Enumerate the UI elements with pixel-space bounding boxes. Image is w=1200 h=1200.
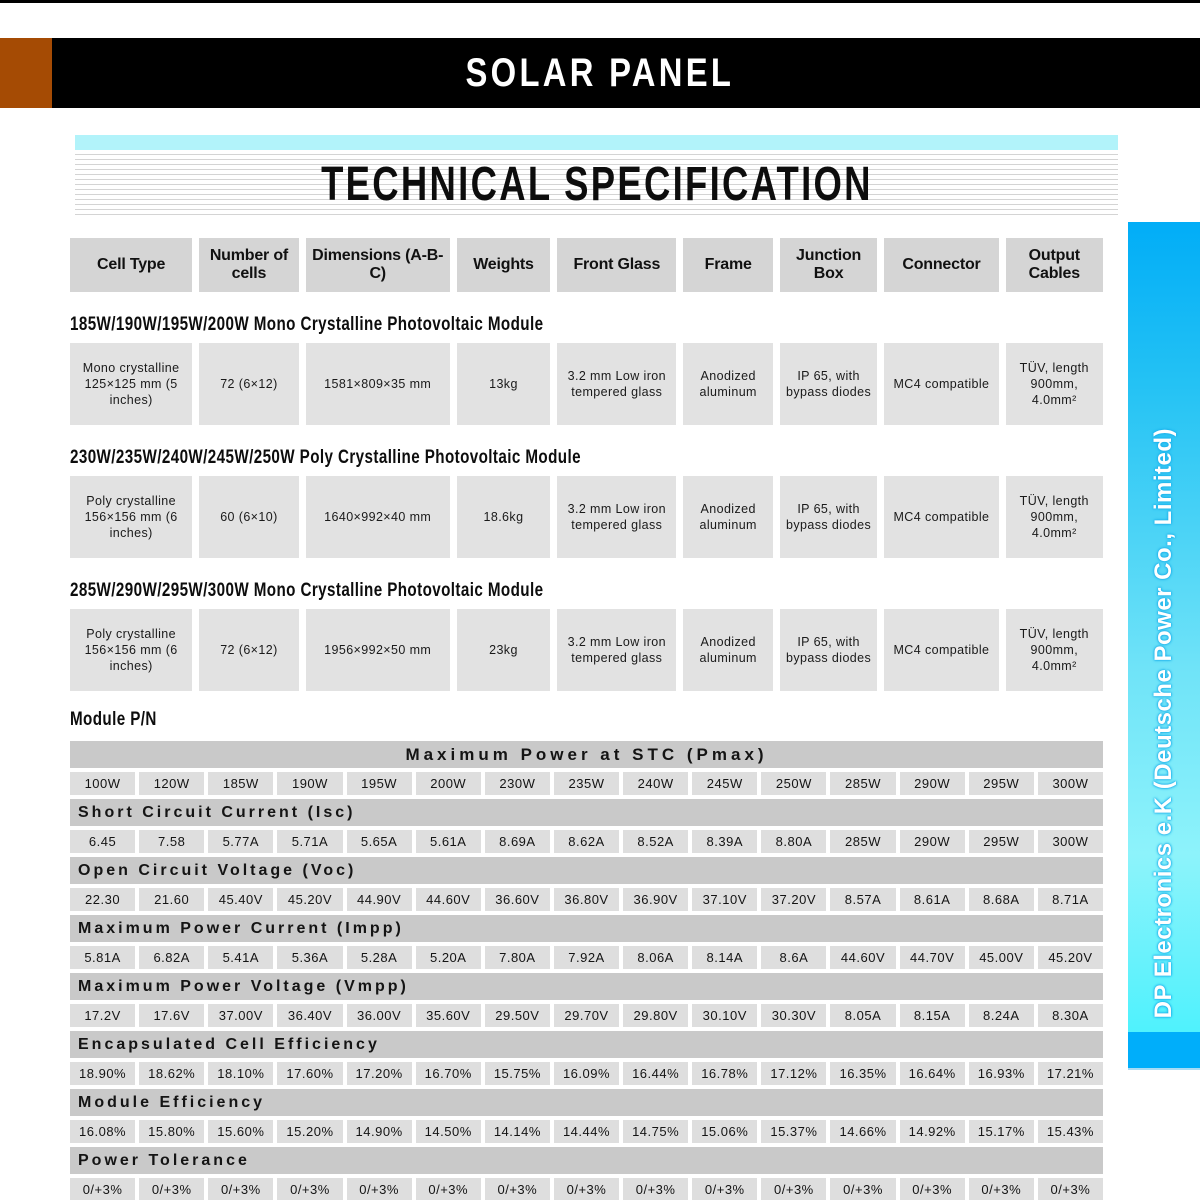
- param-banner: [70, 1031, 1103, 1058]
- spec-section-row: [70, 343, 1103, 425]
- spec-cell: 72 (6×12): [199, 343, 298, 425]
- param-value-cell: 45.20V: [277, 888, 342, 911]
- param-value-cell: 0/+3%: [277, 1178, 342, 1200]
- param-value-cell: 290W: [900, 772, 965, 795]
- param-value-cell: 21.60: [139, 888, 204, 911]
- param-value-cell: 36.60V: [485, 888, 550, 911]
- param-value-cell: 7.58: [139, 830, 204, 853]
- param-value-cell: 195W: [347, 772, 412, 795]
- param-value-cell: 14.44%: [554, 1120, 619, 1143]
- param-value-cell: 44.60V: [830, 946, 895, 969]
- param-value-cell: 15.20%: [277, 1120, 342, 1143]
- spec-cell: Anodized aluminum: [683, 609, 772, 691]
- spec-cell: TÜV, length 900mm, 4.0mm²: [1006, 343, 1103, 425]
- param-value-cell: 295W: [969, 772, 1034, 795]
- param-value-cell: 36.90V: [623, 888, 688, 911]
- spec-header-row: [70, 238, 1103, 292]
- param-value-cell: 5.41A: [208, 946, 273, 969]
- param-banner: [70, 741, 1103, 768]
- param-value-row: [70, 1004, 1103, 1027]
- param-value-cell: 17.2V: [70, 1004, 135, 1027]
- param-value-cell: 35.60V: [416, 1004, 481, 1027]
- param-value-cell: 5.20A: [416, 946, 481, 969]
- param-value-cell: 5.65A: [347, 830, 412, 853]
- param-value-cell: 8.06A: [623, 946, 688, 969]
- param-banner-label: Maximum Power Current (Impp): [78, 919, 404, 937]
- spec-header-cell: Connector: [884, 238, 998, 292]
- param-value-cell: 15.43%: [1038, 1120, 1103, 1143]
- page-title: SOLAR PANEL: [465, 50, 735, 95]
- spec-section-row: [70, 476, 1103, 558]
- brand-sidebar: [1128, 222, 1200, 1032]
- param-value-cell: 8.14A: [692, 946, 757, 969]
- param-value-cell: 0/+3%: [900, 1178, 965, 1200]
- param-banner-label: Open Circuit Voltage (Voc): [78, 861, 357, 879]
- param-value-cell: 7.80A: [485, 946, 550, 969]
- param-banner: [70, 915, 1103, 942]
- param-value-cell: 18.90%: [70, 1062, 135, 1085]
- param-value-cell: 17.12%: [761, 1062, 826, 1085]
- param-value-cell: 0/+3%: [554, 1178, 619, 1200]
- param-value-cell: 5.61A: [416, 830, 481, 853]
- param-value-cell: 17.6V: [139, 1004, 204, 1027]
- param-value-cell: 5.28A: [347, 946, 412, 969]
- spec-cell: 3.2 mm Low iron tempered glass: [557, 609, 676, 691]
- param-value-cell: 6.45: [70, 830, 135, 853]
- param-value-cell: 0/+3%: [1038, 1178, 1103, 1200]
- param-value-cell: 8.61A: [900, 888, 965, 911]
- spec-cell: MC4 compatible: [884, 609, 998, 691]
- param-value-cell: 8.6A: [761, 946, 826, 969]
- param-value-cell: 18.10%: [208, 1062, 273, 1085]
- param-value-cell: 0/+3%: [416, 1178, 481, 1200]
- param-value-cell: 0/+3%: [830, 1178, 895, 1200]
- top-border-line: [0, 0, 1200, 3]
- spec-cell: IP 65, with bypass diodes: [780, 343, 877, 425]
- brand-sidebar-text: DP Electronics e.K (Deutsche Power Co., Limited): [1150, 427, 1177, 1018]
- param-value-row: [70, 772, 1103, 795]
- param-value-cell: 37.10V: [692, 888, 757, 911]
- param-value-cell: 0/+3%: [485, 1178, 550, 1200]
- spec-cell: MC4 compatible: [884, 343, 998, 425]
- param-value-cell: 14.90%: [347, 1120, 412, 1143]
- param-value-cell: 15.17%: [969, 1120, 1034, 1143]
- spec-section-title-row: [70, 314, 1103, 336]
- param-value-cell: 37.20V: [761, 888, 826, 911]
- subtitle-panel: [75, 135, 1118, 219]
- param-value-cell: 0/+3%: [761, 1178, 826, 1200]
- param-value-cell: 15.60%: [208, 1120, 273, 1143]
- param-value-cell: 45.20V: [1038, 946, 1103, 969]
- param-value-cell: 8.39A: [692, 830, 757, 853]
- param-value-cell: 6.82A: [139, 946, 204, 969]
- param-value-cell: 30.30V: [761, 1004, 826, 1027]
- spec-cell: TÜV, length 900mm, 4.0mm²: [1006, 609, 1103, 691]
- param-value-cell: 0/+3%: [969, 1178, 1034, 1200]
- param-value-cell: 29.50V: [485, 1004, 550, 1027]
- param-value-cell: 14.66%: [830, 1120, 895, 1143]
- param-value-cell: 7.92A: [554, 946, 619, 969]
- param-value-cell: 5.36A: [277, 946, 342, 969]
- param-value-cell: 0/+3%: [347, 1178, 412, 1200]
- spec-cell: Anodized aluminum: [683, 476, 772, 558]
- param-value-cell: 8.57A: [830, 888, 895, 911]
- spec-cell: 13kg: [457, 343, 550, 425]
- pinstripe-band: [75, 150, 1118, 219]
- param-value-cell: 44.60V: [416, 888, 481, 911]
- param-value-cell: 8.05A: [830, 1004, 895, 1027]
- param-value-cell: 8.15A: [900, 1004, 965, 1027]
- param-value-cell: 200W: [416, 772, 481, 795]
- param-value-cell: 17.60%: [277, 1062, 342, 1085]
- param-value-cell: 0/+3%: [139, 1178, 204, 1200]
- param-value-cell: 16.09%: [554, 1062, 619, 1085]
- param-value-cell: 29.80V: [623, 1004, 688, 1027]
- param-value-cell: 44.90V: [347, 888, 412, 911]
- param-value-cell: 14.92%: [900, 1120, 965, 1143]
- param-banner-label: Power Tolerance: [78, 1151, 250, 1169]
- param-banner: [70, 1147, 1103, 1174]
- param-value-cell: 45.00V: [969, 946, 1034, 969]
- param-value-cell: 300W: [1038, 772, 1103, 795]
- param-value-row: [70, 1178, 1103, 1200]
- cyan-strip: [75, 135, 1118, 150]
- param-value-cell: 5.81A: [70, 946, 135, 969]
- page-subtitle: TECHNICAL SPECIFICATION: [320, 158, 873, 211]
- module-pn-label: Module P/N: [70, 709, 157, 730]
- param-value-cell: 240W: [623, 772, 688, 795]
- spec-section-title: 285W/290W/295W/300W Mono Crystalline Photovoltaic Module: [70, 580, 544, 601]
- param-value-cell: 190W: [277, 772, 342, 795]
- param-value-cell: 8.24A: [969, 1004, 1034, 1027]
- content-area: [70, 238, 1103, 1200]
- spec-cell: 1581×809×35 mm: [306, 343, 450, 425]
- param-value-cell: 37.00V: [208, 1004, 273, 1027]
- param-value-cell: 17.20%: [347, 1062, 412, 1085]
- param-value-cell: 45.40V: [208, 888, 273, 911]
- param-banner-label: Short Circuit Current (Isc): [78, 803, 356, 821]
- spec-section-title-row: [70, 447, 1103, 469]
- param-value-cell: 30.10V: [692, 1004, 757, 1027]
- param-value-cell: 17.21%: [1038, 1062, 1103, 1085]
- module-pn-row: [70, 709, 1103, 731]
- param-value-cell: 295W: [969, 830, 1034, 853]
- param-banner: [70, 1089, 1103, 1116]
- param-value-cell: 8.71A: [1038, 888, 1103, 911]
- param-value-cell: 15.80%: [139, 1120, 204, 1143]
- param-value-row: [70, 1120, 1103, 1143]
- spec-cell: 1640×992×40 mm: [306, 476, 450, 558]
- param-value-cell: 22.30: [70, 888, 135, 911]
- param-value-cell: 5.71A: [277, 830, 342, 853]
- param-value-cell: 16.70%: [416, 1062, 481, 1085]
- param-value-cell: 0/+3%: [70, 1178, 135, 1200]
- spec-sections: [70, 314, 1103, 691]
- param-value-cell: 16.64%: [900, 1062, 965, 1085]
- spec-section-title: 230W/235W/240W/245W/250W Poly Crystalline Photovoltaic Module: [70, 447, 581, 468]
- param-value-cell: 16.44%: [623, 1062, 688, 1085]
- param-value-cell: 230W: [485, 772, 550, 795]
- param-value-cell: 8.62A: [554, 830, 619, 853]
- param-value-cell: 245W: [692, 772, 757, 795]
- spec-cell: IP 65, with bypass diodes: [780, 609, 877, 691]
- param-value-cell: 0/+3%: [208, 1178, 273, 1200]
- spec-cell: 1956×992×50 mm: [306, 609, 450, 691]
- param-value-row: [70, 830, 1103, 853]
- param-value-row: [70, 1062, 1103, 1085]
- spec-cell: 23kg: [457, 609, 550, 691]
- spec-cell: Poly crystalline 156×156 mm (6 inches): [70, 476, 192, 558]
- param-value-cell: 185W: [208, 772, 273, 795]
- param-value-cell: 285W: [830, 830, 895, 853]
- param-value-cell: 285W: [830, 772, 895, 795]
- param-banner: [70, 799, 1103, 826]
- param-value-cell: 120W: [139, 772, 204, 795]
- spec-cell: 3.2 mm Low iron tempered glass: [557, 343, 676, 425]
- spec-cell: TÜV, length 900mm, 4.0mm²: [1006, 476, 1103, 558]
- spec-section-title: 185W/190W/195W/200W Mono Crystalline Photovoltaic Module: [70, 314, 544, 335]
- brand-sidebar-footer-block: [1128, 1032, 1200, 1070]
- param-value-cell: 16.35%: [830, 1062, 895, 1085]
- param-value-cell: 15.37%: [761, 1120, 826, 1143]
- param-value-cell: 8.52A: [623, 830, 688, 853]
- title-bar: [0, 38, 1200, 108]
- electrical-table: [70, 741, 1103, 1200]
- param-banner-label: Encapsulated Cell Efficiency: [78, 1035, 380, 1053]
- param-value-cell: 44.70V: [900, 946, 965, 969]
- param-value-cell: 8.80A: [761, 830, 826, 853]
- param-value-cell: 15.06%: [692, 1120, 757, 1143]
- param-value-cell: 235W: [554, 772, 619, 795]
- spec-header-cell: Cell Type: [70, 238, 192, 292]
- param-value-cell: 29.70V: [554, 1004, 619, 1027]
- param-banner: [70, 857, 1103, 884]
- brown-accent-square: [0, 38, 52, 108]
- spec-header-cell: Junction Box: [780, 238, 877, 292]
- param-value-cell: 8.68A: [969, 888, 1034, 911]
- spec-section-row: [70, 609, 1103, 691]
- spec-cell: Poly crystalline 156×156 mm (6 inches): [70, 609, 192, 691]
- param-value-cell: 36.80V: [554, 888, 619, 911]
- param-value-cell: 290W: [900, 830, 965, 853]
- param-value-row: [70, 946, 1103, 969]
- spec-cell: Anodized aluminum: [683, 343, 772, 425]
- spec-cell: IP 65, with bypass diodes: [780, 476, 877, 558]
- param-value-cell: 8.30A: [1038, 1004, 1103, 1027]
- param-value-cell: 250W: [761, 772, 826, 795]
- param-value-cell: 14.50%: [416, 1120, 481, 1143]
- param-value-cell: 8.69A: [485, 830, 550, 853]
- param-banner: [70, 973, 1103, 1000]
- param-value-cell: 0/+3%: [692, 1178, 757, 1200]
- spec-header-cell: Weights: [457, 238, 550, 292]
- spec-header-cell: Number of cells: [199, 238, 298, 292]
- param-value-cell: 16.78%: [692, 1062, 757, 1085]
- spec-header-cell: Front Glass: [557, 238, 676, 292]
- param-value-row: [70, 888, 1103, 911]
- param-value-cell: 14.75%: [623, 1120, 688, 1143]
- param-value-cell: 16.08%: [70, 1120, 135, 1143]
- spec-cell: 18.6kg: [457, 476, 550, 558]
- param-banner-label: Maximum Power at STC (Pmax): [405, 744, 768, 764]
- spec-cell: MC4 compatible: [884, 476, 998, 558]
- spec-cell: 72 (6×12): [199, 609, 298, 691]
- param-banner-label: Maximum Power Voltage (Vmpp): [78, 977, 409, 995]
- param-value-cell: 15.75%: [485, 1062, 550, 1085]
- spec-cell: Mono crystalline 125×125 mm (5 inches): [70, 343, 192, 425]
- param-value-cell: 0/+3%: [623, 1178, 688, 1200]
- param-value-cell: 5.77A: [208, 830, 273, 853]
- param-value-cell: 16.93%: [969, 1062, 1034, 1085]
- spec-cell: 60 (6×10): [199, 476, 298, 558]
- param-banner-label: Module Efficiency: [78, 1093, 266, 1111]
- spec-section-title-row: [70, 580, 1103, 602]
- param-value-cell: 18.62%: [139, 1062, 204, 1085]
- param-value-cell: 36.00V: [347, 1004, 412, 1027]
- param-value-cell: 14.14%: [485, 1120, 550, 1143]
- spec-header-cell: Output Cables: [1006, 238, 1103, 292]
- param-value-cell: 300W: [1038, 830, 1103, 853]
- param-value-cell: 36.40V: [277, 1004, 342, 1027]
- spec-cell: 3.2 mm Low iron tempered glass: [557, 476, 676, 558]
- spec-header-cell: Dimensions (A-B-C): [306, 238, 450, 292]
- param-value-cell: 100W: [70, 772, 135, 795]
- spec-header-cell: Frame: [683, 238, 772, 292]
